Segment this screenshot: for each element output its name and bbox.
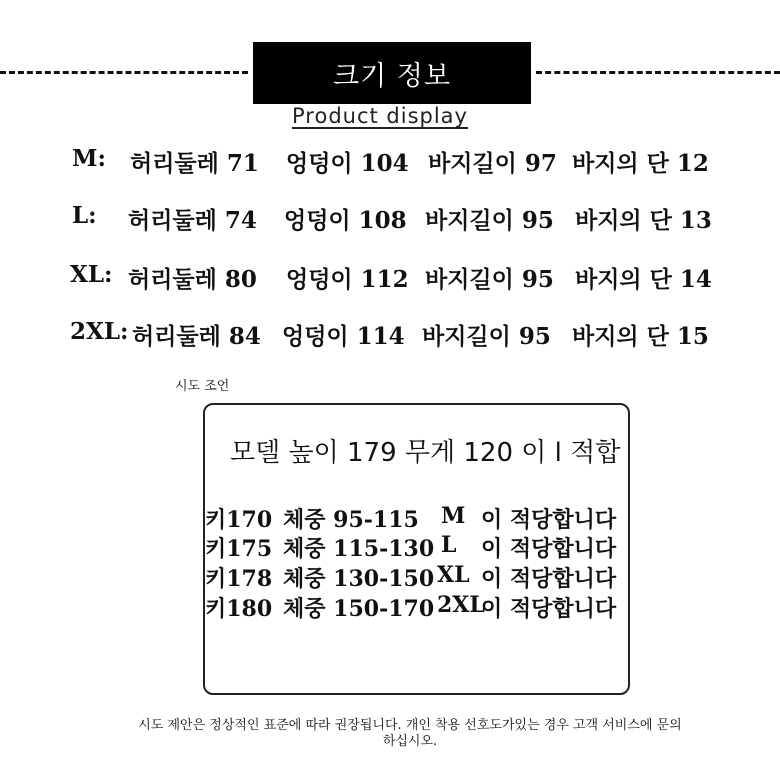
fit-weight: 체중 130-150 [283, 566, 435, 592]
waist-value: 허리둘레 84 [132, 323, 261, 350]
length-value: 바지길이 95 [425, 266, 554, 293]
fit-line-m [205, 503, 635, 533]
size-row-2xl [0, 318, 780, 354]
advice-label: 시도 조언 [175, 379, 230, 394]
hip-value: 엉덩이 112 [286, 266, 409, 293]
fit-line-l [205, 532, 635, 562]
fit-text: 이 적당합니다 [481, 596, 617, 622]
fit-size: 2XL [437, 592, 485, 618]
fit-height: 키170 [205, 507, 273, 533]
fit-line-xl [205, 562, 635, 592]
fit-line-2xl [205, 592, 635, 622]
length-value: 바지길이 97 [428, 150, 557, 177]
disclaimer-line-2: 하십시오. [382, 734, 438, 749]
length-value: 바지길이 95 [425, 207, 554, 234]
fit-text: 이 적당합니다 [481, 536, 617, 562]
hip-value: 엉덩이 114 [282, 323, 405, 350]
hem-value: 바지의 단 12 [572, 150, 709, 177]
disclaimer-line-1: 시도 제안은 정상적인 표준에 따라 권장됩니다. 개인 착용 선호도가있는 경우 고객 서비스에 문의 [138, 718, 682, 733]
size-label: L: [72, 202, 97, 229]
page-title: 크기 정보 [333, 60, 451, 92]
title-banner [253, 42, 531, 104]
hip-value: 엉덩이 108 [284, 207, 407, 234]
fit-weight: 체중 150-170 [283, 596, 435, 622]
fit-text: 이 적당합니다 [481, 566, 617, 592]
left-divider [0, 71, 248, 74]
hem-value: 바지의 단 13 [575, 207, 712, 234]
fit-size: M [441, 503, 466, 529]
waist-value: 허리둘레 80 [128, 266, 257, 293]
waist-value: 허리둘레 74 [128, 207, 257, 234]
waist-value: 허리둘레 71 [130, 150, 259, 177]
model-info: 모델 높이 179 무게 120 이 l 적합 [230, 438, 621, 468]
length-value: 바지길이 95 [422, 323, 551, 350]
hem-value: 바지의 단 14 [575, 266, 712, 293]
fit-height: 키178 [205, 566, 273, 592]
hem-value: 바지의 단 15 [572, 323, 709, 350]
size-row-xl [0, 261, 780, 297]
fit-size: L [441, 532, 457, 558]
fit-size: XL [437, 562, 470, 588]
fit-text: 이 적당합니다 [481, 507, 617, 533]
fit-weight: 체중 95-115 [283, 507, 419, 533]
size-row-m [0, 145, 780, 181]
size-row-l [0, 202, 780, 238]
fit-height: 키180 [205, 596, 273, 622]
size-label: 2XL: [70, 318, 129, 345]
fit-height: 키175 [205, 536, 273, 562]
right-divider [536, 71, 780, 74]
size-label: XL: [70, 261, 113, 288]
fit-weight: 체중 115-130 [283, 536, 435, 562]
subtitle: Product display [292, 104, 468, 128]
size-label: M: [72, 145, 106, 172]
disclaimer [90, 718, 730, 750]
hip-value: 엉덩이 104 [286, 150, 409, 177]
